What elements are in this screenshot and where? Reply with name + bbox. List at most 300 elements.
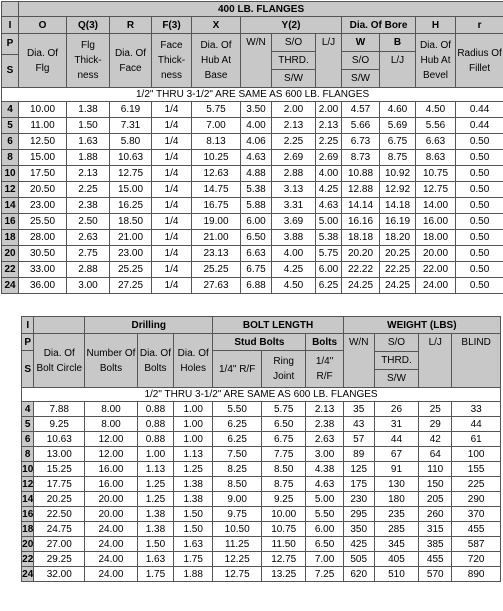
table-cell: 4.00 — [316, 166, 342, 182]
table-cell: 5.75 — [192, 102, 241, 118]
table-cell: 350 — [343, 522, 374, 537]
table-row — [22, 432, 501, 447]
table-cell: 175 — [343, 477, 374, 492]
table-cell: 2.38 — [306, 417, 343, 432]
table-cell: 5.00 — [316, 214, 342, 230]
table-row — [2, 118, 503, 134]
table-cell: 1/4 — [152, 246, 192, 262]
table-cell: 6.75 — [241, 262, 272, 278]
table-cell: 7.00 — [192, 118, 241, 134]
table-cell: 9.00 — [213, 492, 262, 507]
table-cell: 7.50 — [213, 447, 262, 462]
table-row — [22, 522, 501, 537]
table-cell: 2.63 — [306, 432, 343, 447]
table-cell: 1/4 — [152, 214, 192, 230]
table-cell: 24.00 — [416, 278, 456, 294]
table-cell: 23.00 — [19, 198, 67, 214]
table-cell: 4.63 — [306, 477, 343, 492]
table-cell: 8.50 — [213, 477, 262, 492]
table-cell: 22.25 — [380, 262, 416, 278]
bottom-ips-letter-p: P — [22, 334, 34, 351]
table-cell: 64 — [419, 447, 452, 462]
header-weight-lj: L/J — [419, 334, 452, 388]
table-cell: 23.13 — [192, 246, 241, 262]
table-cell: 20.25 — [34, 492, 85, 507]
col-dia-of-bore: Dia. Of Bore — [342, 17, 416, 34]
table-cell: 6.25 — [213, 432, 262, 447]
table-cell: 0.88 — [137, 432, 173, 447]
table-cell: 2.38 — [67, 198, 110, 214]
table-cell: 3.00 — [306, 447, 343, 462]
pipe-size-cell: 6 — [22, 432, 34, 447]
table-cell: 12.88 — [342, 182, 380, 198]
table-cell: 20.00 — [85, 492, 138, 507]
table-cell: 505 — [343, 552, 374, 567]
table-row — [2, 182, 503, 198]
table-cell: 7.25 — [306, 567, 343, 582]
table-cell: 0.50 — [456, 182, 503, 198]
table-row — [2, 262, 503, 278]
table-cell: 8.73 — [342, 150, 380, 166]
table-cell: 14.18 — [380, 198, 416, 214]
table-cell: 13.00 — [34, 447, 85, 462]
header-bore-w-so-sw — [342, 34, 380, 88]
table-cell: 43 — [343, 417, 374, 432]
table-cell: 1.13 — [137, 462, 173, 477]
table-cell: 35 — [343, 402, 374, 417]
table-cell: 1.88 — [174, 567, 213, 582]
top-table-body — [2, 102, 503, 294]
table-cell: 61 — [452, 432, 501, 447]
table-cell: 225 — [452, 477, 501, 492]
ips-letter-p: P — [2, 34, 19, 55]
table-cell: 44 — [374, 432, 418, 447]
table-cell: 11.50 — [261, 537, 305, 552]
col-letter-f: F(3) — [152, 17, 192, 34]
pipe-size-cell: 12 — [2, 182, 19, 198]
table-cell: 6.63 — [241, 246, 272, 262]
table-cell: 1.38 — [137, 522, 173, 537]
table-cell: 4.57 — [342, 102, 380, 118]
table-cell: 12.25 — [213, 552, 262, 567]
table-cell: 5.50 — [306, 507, 343, 522]
table-cell: 10.25 — [192, 150, 241, 166]
table-cell: 2.63 — [67, 230, 110, 246]
header-bore-b-lj — [380, 34, 416, 88]
pipe-size-cell: 8 — [22, 447, 34, 462]
header-dia-of-flg: Dia. Of Flg — [19, 34, 67, 88]
table-cell: 150 — [419, 477, 452, 492]
table-cell: 4.06 — [241, 134, 272, 150]
table-cell: 1/4 — [152, 262, 192, 278]
table-cell: 2.88 — [67, 262, 110, 278]
table-cell: 455 — [452, 522, 501, 537]
table-cell: 3.00 — [67, 278, 110, 294]
table-cell: 24.00 — [85, 567, 138, 582]
table-cell: 3.69 — [272, 214, 316, 230]
table-row — [2, 166, 503, 182]
table-cell: 16.25 — [110, 198, 152, 214]
col-letter-o: O — [19, 17, 67, 34]
pipe-size-cell: 5 — [22, 417, 34, 432]
table-cell: 1.25 — [174, 462, 213, 477]
header-face-thickness: Face Thick-ness — [152, 34, 192, 88]
table-cell: 12.75 — [416, 182, 456, 198]
header-ring-joint: Ring Joint — [261, 351, 305, 388]
table-cell: 91 — [374, 462, 418, 477]
table-cell: 12.00 — [85, 447, 138, 462]
table-cell: 6.00 — [241, 214, 272, 230]
table-cell: 2.25 — [316, 134, 342, 150]
table-row — [2, 246, 503, 262]
header-drilling: Drilling — [85, 317, 213, 334]
table-cell: 1/4 — [152, 150, 192, 166]
table-cell: 6.75 — [380, 134, 416, 150]
table-row — [22, 477, 501, 492]
table-cell: 285 — [374, 522, 418, 537]
table-cell: 23.00 — [110, 246, 152, 262]
pipe-size-cell: 20 — [2, 246, 19, 262]
header-number-of-bolts: Number Of Bolts — [85, 334, 138, 388]
table-row — [22, 402, 501, 417]
table-cell: 1.88 — [67, 150, 110, 166]
header-bolts: Bolts — [306, 334, 343, 351]
pipe-size-cell: 8 — [2, 150, 19, 166]
table-row — [2, 102, 503, 118]
table-cell: 12.50 — [19, 134, 67, 150]
table-cell: 1.63 — [137, 552, 173, 567]
table-cell: 19.00 — [192, 214, 241, 230]
header-y-thrd: THRD. — [272, 52, 315, 70]
table-cell: 16.16 — [342, 214, 380, 230]
header-y-wn: W/N — [241, 34, 272, 88]
header-weight-so: S/O — [375, 334, 418, 352]
table-cell: 0.88 — [137, 417, 173, 432]
table-cell: 1.13 — [174, 447, 213, 462]
bottom-blank-header — [34, 317, 85, 334]
header-weight-so-thrd-sw — [374, 334, 418, 388]
table-row — [2, 150, 503, 166]
table-cell: 6.73 — [342, 134, 380, 150]
pipe-size-cell: 18 — [22, 523, 34, 535]
table-cell: 22.00 — [416, 262, 456, 278]
table-cell: 345 — [374, 537, 418, 552]
table-cell: 0.50 — [456, 134, 503, 150]
pipe-size-cell: 10 — [22, 463, 34, 475]
table-cell: 4.50 — [416, 102, 456, 118]
table-cell: 3.31 — [272, 198, 316, 214]
pipe-size-cell: 14 — [22, 493, 34, 505]
pipe-size-cell: 24 — [2, 278, 19, 294]
table-cell: 14.00 — [416, 198, 456, 214]
table-cell: 370 — [452, 507, 501, 522]
table-cell: 8.13 — [192, 134, 241, 150]
table-cell: 10.75 — [416, 166, 456, 182]
pipe-size-cell: 14 — [2, 198, 19, 214]
table-row — [2, 230, 503, 246]
table-cell: 16.00 — [85, 462, 138, 477]
table-cell: 2.13 — [316, 118, 342, 134]
table-cell: 1.50 — [174, 507, 213, 522]
table-cell: 6.00 — [306, 522, 343, 537]
table-cell: 1.00 — [137, 447, 173, 462]
table-cell: 8.50 — [261, 462, 305, 477]
table-cell: 29.25 — [34, 552, 85, 567]
table-cell: 20.25 — [380, 246, 416, 262]
table-cell: 4.63 — [241, 150, 272, 166]
header-dia-hub-base: Dia. Of Hub At Base — [192, 34, 241, 88]
table-cell: 18.00 — [416, 230, 456, 246]
table-row — [22, 417, 501, 432]
table-cell: 5.00 — [306, 492, 343, 507]
table-cell: 2.00 — [272, 102, 316, 118]
table-cell: 25.25 — [110, 262, 152, 278]
table-cell: 8.00 — [85, 417, 138, 432]
table-cell: 67 — [374, 447, 418, 462]
pipe-size-cell: 16 — [2, 214, 19, 230]
table-cell: 10.75 — [261, 522, 305, 537]
table-cell: 89 — [343, 447, 374, 462]
table-cell: 6.00 — [316, 262, 342, 278]
table-cell: 4.00 — [272, 246, 316, 262]
table-cell: 14.75 — [192, 182, 241, 198]
top-note: 1/2" THRU 3-1/2" ARE SAME AS 600 LB. FLANGES — [2, 88, 503, 102]
table-cell: 1.50 — [174, 522, 213, 537]
table-cell: 1/4 — [152, 118, 192, 134]
table-cell: 27.00 — [34, 537, 85, 552]
header-bolt-circle: Dia. Of Bolt Circle — [34, 334, 85, 388]
table-cell: 1.75 — [174, 552, 213, 567]
table-cell: 33.00 — [19, 262, 67, 278]
table-cell: 130 — [374, 477, 418, 492]
table-cell: 315 — [419, 522, 452, 537]
header-rf-1: 1/4" R/F — [213, 351, 262, 388]
table-cell: 36.00 — [19, 278, 67, 294]
table-cell: 405 — [374, 552, 418, 567]
table-cell: 10.63 — [34, 432, 85, 447]
table-cell: 5.56 — [416, 118, 456, 134]
col-letter-r: R — [110, 17, 152, 34]
pipe-size-cell: 22 — [2, 262, 19, 278]
table-cell: 5.38 — [241, 182, 272, 198]
table-row — [22, 447, 501, 462]
table-cell: 1.63 — [67, 134, 110, 150]
table-cell: 570 — [419, 567, 452, 582]
table-cell: 2.25 — [272, 134, 316, 150]
table-cell: 7.00 — [306, 552, 343, 567]
table-cell: 10.50 — [213, 522, 262, 537]
pipe-size-cell: 5 — [2, 118, 19, 134]
pipe-size-cell: 4 — [22, 402, 34, 417]
table-cell: 1.25 — [137, 492, 173, 507]
table-cell: 4.25 — [316, 182, 342, 198]
table-row — [22, 567, 501, 582]
header-bore-so: S/O — [342, 52, 379, 70]
table-cell: 5.88 — [241, 198, 272, 214]
table-cell: 230 — [343, 492, 374, 507]
header-bore-w: W — [342, 34, 379, 52]
table-cell: 1/4 — [152, 102, 192, 118]
table-cell: 1/4 — [152, 182, 192, 198]
table-cell: 8.75 — [380, 150, 416, 166]
table-cell: 18.20 — [380, 230, 416, 246]
table-cell: 6.50 — [306, 537, 343, 552]
table-cell: 21.00 — [192, 230, 241, 246]
header-bore-b: B — [380, 34, 415, 52]
table-cell: 25.50 — [19, 214, 67, 230]
table-cell: 290 — [452, 492, 501, 507]
table-cell: 2.25 — [67, 182, 110, 198]
table-cell: 0.50 — [456, 246, 503, 262]
table-cell: 20.20 — [342, 246, 380, 262]
table-cell: 0.44 — [456, 118, 503, 134]
header-weight-sw: S/W — [387, 373, 406, 384]
pipe-size-cell: 12 — [22, 478, 34, 490]
table-cell: 25.25 — [192, 262, 241, 278]
table-cell: 12.75 — [110, 166, 152, 182]
table-cell: 0.50 — [456, 230, 503, 246]
table-cell: 0.50 — [456, 278, 503, 294]
table-cell: 510 — [374, 567, 418, 582]
table-cell: 2.13 — [67, 166, 110, 182]
header-weight-blind: BLIND — [452, 334, 501, 388]
table-cell: 5.69 — [380, 118, 416, 134]
table-cell: 28.00 — [19, 230, 67, 246]
table-cell: 2.69 — [316, 150, 342, 166]
table-cell: 1/4 — [152, 198, 192, 214]
header-radius-fillet: Radius Of Fillet — [456, 34, 503, 88]
table-cell: 5.50 — [213, 402, 262, 417]
header-weight-wn: W/N — [343, 334, 374, 388]
table-cell: 16.00 — [85, 477, 138, 492]
table-cell: 1.25 — [137, 477, 173, 492]
table-cell: 8.75 — [261, 477, 305, 492]
table-cell: 11.00 — [19, 118, 67, 134]
table-cell: 22.50 — [34, 507, 85, 522]
table-cell: 2.13 — [272, 118, 316, 134]
table-cell: 14.14 — [342, 198, 380, 214]
table-cell: 17.75 — [34, 477, 85, 492]
ips-corner — [2, 2, 19, 17]
table-cell: 9.25 — [261, 492, 305, 507]
table-cell: 32.00 — [34, 567, 85, 582]
table-cell: 1.50 — [67, 118, 110, 134]
table-cell: 1.38 — [137, 507, 173, 522]
table-cell: 5.80 — [110, 134, 152, 150]
table-cell: 1/4 — [152, 134, 192, 150]
table-cell: 31 — [374, 417, 418, 432]
table-cell: 110 — [419, 462, 452, 477]
table-cell: 1.63 — [174, 537, 213, 552]
table-row — [22, 492, 501, 507]
table-cell: 21.00 — [110, 230, 152, 246]
table-cell: 0.50 — [456, 166, 503, 182]
table-cell: 6.75 — [261, 432, 305, 447]
col-letter-y: Y(2) — [241, 17, 342, 34]
table-cell: 6.88 — [241, 278, 272, 294]
table-cell: 1/4 — [152, 278, 192, 294]
table-cell: 25 — [419, 402, 452, 417]
table-cell: 2.13 — [306, 402, 343, 417]
table-cell: 4.38 — [306, 462, 343, 477]
table-cell: 0.50 — [456, 214, 503, 230]
table-cell: 2.75 — [67, 246, 110, 262]
table-row — [22, 507, 501, 522]
table-cell: 6.25 — [213, 417, 262, 432]
header-y-lj: L/J — [316, 34, 342, 88]
table-cell: 30.50 — [19, 246, 67, 262]
bottom-ips-letter-s: S — [22, 351, 34, 388]
table-cell: 7.31 — [110, 118, 152, 134]
table-cell: 455 — [419, 552, 452, 567]
table-cell: 24.00 — [85, 522, 138, 537]
table-cell: 0.88 — [137, 402, 173, 417]
header-dia-of-face: Dia. Of Face — [110, 34, 152, 88]
table-cell: 720 — [452, 552, 501, 567]
table-cell: 587 — [452, 537, 501, 552]
table-cell: 1.50 — [137, 537, 173, 552]
table-cell: 57 — [343, 432, 374, 447]
header-bolt-length: BOLT LENGTH — [213, 317, 343, 334]
pipe-size-cell: 18 — [2, 230, 19, 246]
table-cell: 4.00 — [241, 118, 272, 134]
table-cell: 12.75 — [213, 567, 262, 582]
table-cell: 16.00 — [416, 214, 456, 230]
table-cell: 4.50 — [272, 278, 316, 294]
table-cell: 12.63 — [192, 166, 241, 182]
table-cell: 1.00 — [174, 432, 213, 447]
table-cell: 33 — [452, 402, 501, 417]
table-cell: 385 — [419, 537, 452, 552]
table-cell: 3.13 — [272, 182, 316, 198]
table-cell: 0.50 — [456, 198, 503, 214]
table-cell: 2.88 — [272, 166, 316, 182]
table-cell: 4.25 — [272, 262, 316, 278]
table-row — [22, 552, 501, 567]
table-cell: 15.25 — [34, 462, 85, 477]
table-cell: 20.00 — [85, 507, 138, 522]
table-cell: 295 — [343, 507, 374, 522]
table-cell: 10.00 — [261, 507, 305, 522]
table-cell: 205 — [419, 492, 452, 507]
table-cell: 2.69 — [272, 150, 316, 166]
bolting-weight-table — [21, 316, 501, 582]
table-row — [2, 214, 503, 230]
table-cell: 425 — [343, 537, 374, 552]
col-letter-x: X — [192, 17, 241, 34]
header-stud-bolts: Stud Bolts — [213, 334, 306, 351]
table-cell: 20.50 — [19, 182, 67, 198]
header-dia-of-bolts: Dia. Of Bolts — [137, 334, 173, 388]
header-flg-thickness: Flg Thick-ness — [67, 34, 110, 88]
header-bore-sw: S/W — [351, 73, 370, 84]
col-letter-r-small: r — [456, 17, 503, 34]
table-cell: 890 — [452, 567, 501, 582]
table-cell: 15.00 — [19, 150, 67, 166]
table-cell: 10.00 — [19, 102, 67, 118]
table-cell: 10.88 — [342, 166, 380, 182]
table-cell: 10.92 — [380, 166, 416, 182]
col-letter-h: H — [416, 17, 456, 34]
table-cell: 1/4 — [152, 230, 192, 246]
table-cell: 620 — [343, 567, 374, 582]
table-cell: 12.92 — [380, 182, 416, 198]
table-cell: 8.00 — [85, 402, 138, 417]
header-weight: WEIGHT (LBS) — [343, 317, 500, 334]
table-cell: 3.50 — [241, 102, 272, 118]
table-row — [2, 278, 503, 294]
table-cell: 6.50 — [261, 417, 305, 432]
